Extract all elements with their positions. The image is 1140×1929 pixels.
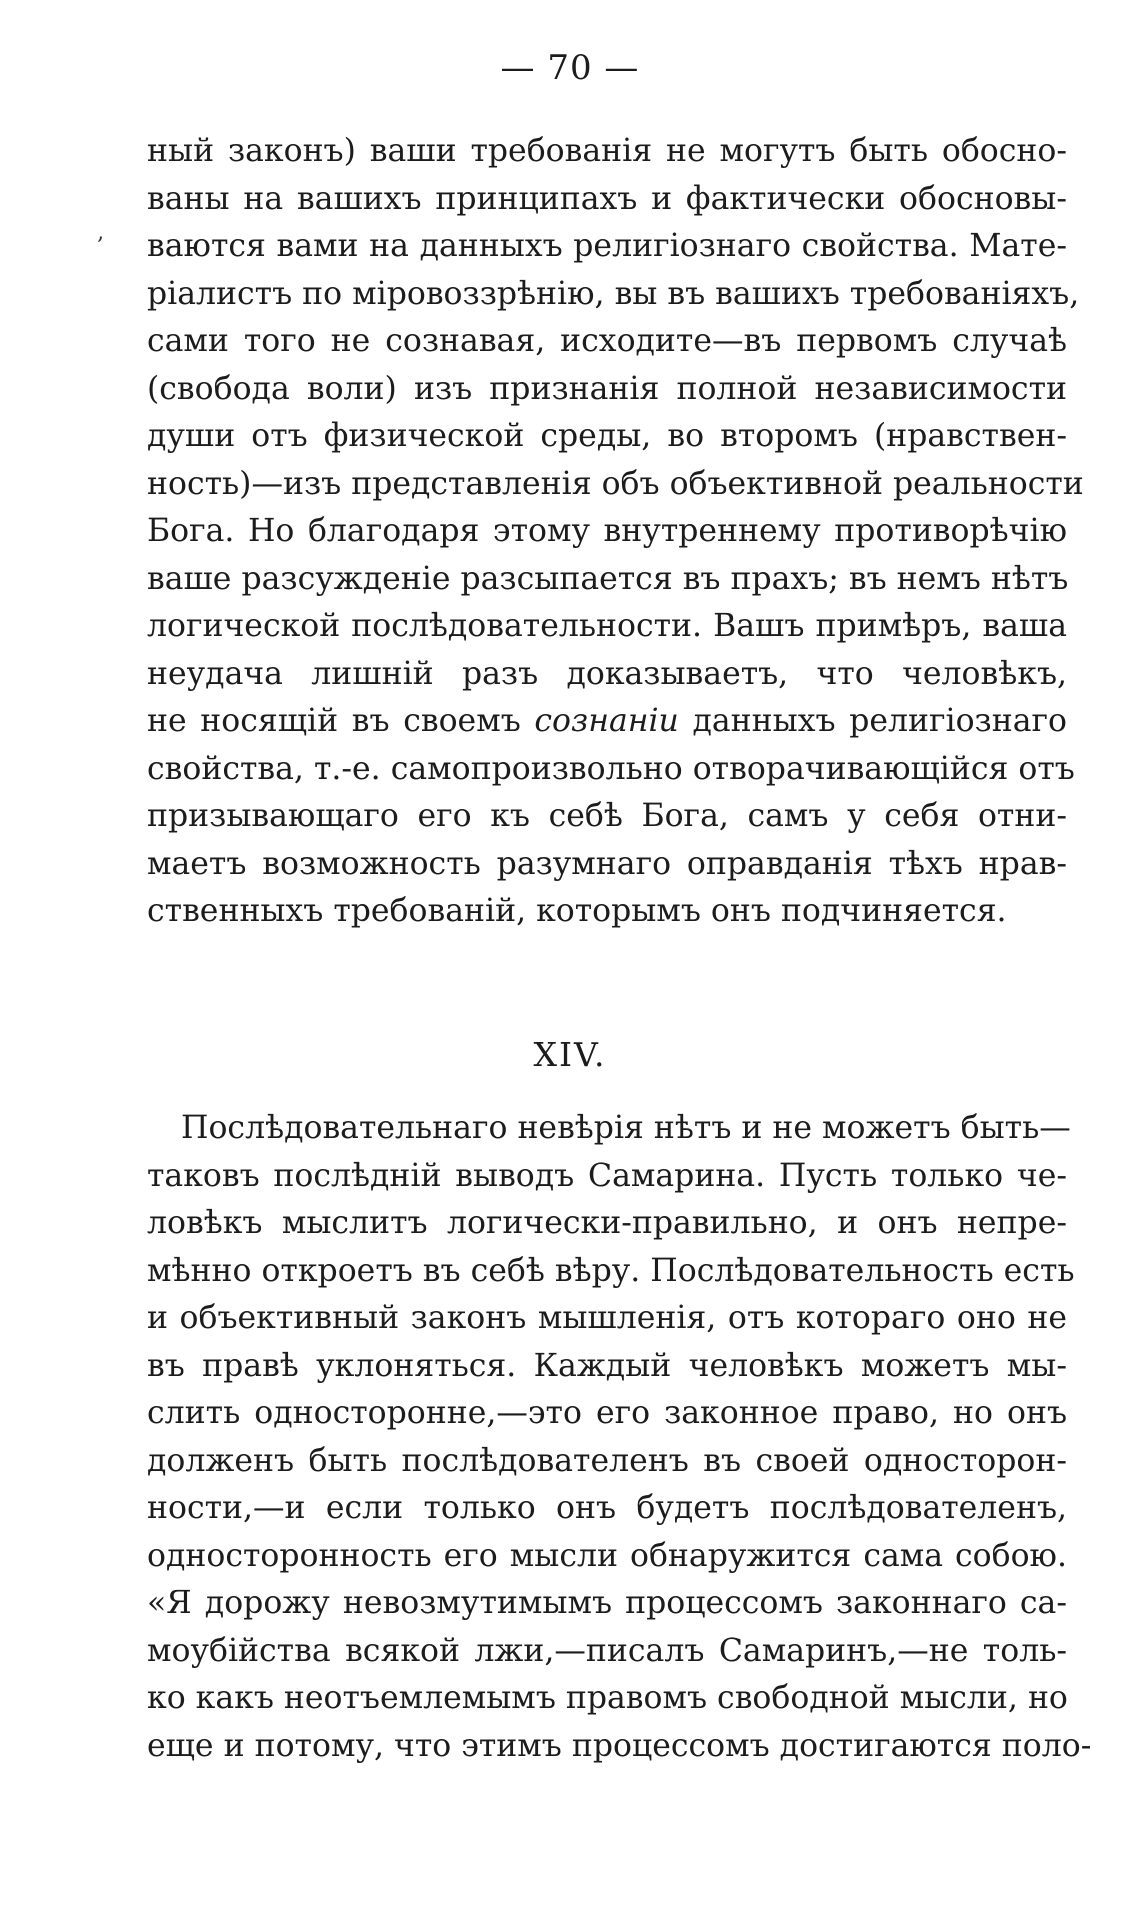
- text-line: свойства, т.-е. самопроизвольно отворачивающійся отъ: [147, 750, 1075, 787]
- text-line: ваше разсужденіе разсыпается въ прахъ; въ немъ нѣтъ: [147, 560, 1069, 597]
- text-line: ный законъ) ваши требованія не могутъ быть обосно-: [147, 133, 1067, 169]
- text-line: души отъ физической среды, во второмъ (нравствен-: [147, 418, 1067, 454]
- text-line: призывающаго его къ себѣ Бога, самъ у себя отни-: [147, 798, 1067, 834]
- text-line: сами того не сознавая, исходите—въ первомъ случаѣ: [147, 323, 1067, 359]
- paragraph-1: [147, 128, 1084, 936]
- text-line: логической послѣдовательности. Вашъ примѣръ, ваша: [147, 608, 1067, 644]
- text-line: ко какъ неотъемлемымъ правомъ свободной мысли, но: [147, 1680, 1068, 1716]
- margin-mark: ‚: [97, 220, 104, 245]
- text-line: ріалистъ по міровоззрѣнію, вы въ вашихъ требованіяхъ,: [147, 275, 1080, 312]
- paragraph-2: [147, 1105, 1092, 1770]
- section-heading: XIV.: [533, 1035, 607, 1074]
- text-line: ности,—и если только онъ будетъ послѣдователенъ,: [147, 1490, 1067, 1526]
- italic-word: сознаніи: [534, 703, 679, 739]
- text-line: моубійства всякой лжи,—писалъ Самаринъ,—не толь-: [147, 1632, 1067, 1669]
- text-line: ловѣкъ мыслитъ логически-правильно, и онъ непре-: [147, 1205, 1067, 1241]
- text-line: въ правѣ уклоняться. Каждый человѣкъ можетъ мы-: [147, 1347, 1067, 1384]
- text-line-with-italic: не носящій въ своемъ сознаніи данныхъ религіознаго: [147, 703, 1067, 739]
- text-line: ственныхъ требованій, которымъ онъ подчиняется.: [147, 893, 1007, 929]
- page-number: — 70 —: [500, 48, 640, 88]
- text-line: ваны на вашихъ принципахъ и фактически обосновы-: [147, 180, 1067, 217]
- text-line: Послѣдовательнаго невѣрія нѣтъ и не можетъ быть—: [181, 1110, 1071, 1146]
- text-line: односторонность его мысли обнаружится сама собою.: [147, 1537, 1067, 1574]
- text-line: маетъ возможность разумнаго оправданія тѣхъ нрав-: [147, 845, 1067, 882]
- text-line: Бога. Но благодаря этому внутреннему противорѣчію: [147, 513, 1067, 549]
- text-line: слить односторонне,—это его законное право, но онъ: [147, 1395, 1067, 1431]
- text-line: таковъ послѣдній выводъ Самарина. Пусть только че-: [147, 1157, 1067, 1194]
- text-line: еще и потому, что этимъ процессомъ достигаются поло-: [147, 1727, 1092, 1764]
- text-line: долженъ быть послѣдователенъ въ своей односторон-: [147, 1442, 1067, 1479]
- text-line: неудача лишній разъ доказываетъ, что человѣкъ,: [147, 655, 1067, 692]
- text-line: (свобода воли) изъ признанія полной независимости: [147, 370, 1067, 407]
- text-line: ность)—изъ представленія объ объективной реальности: [147, 465, 1084, 502]
- text-line: мѣнно откроетъ въ себѣ вѣру. Послѣдовательность есть: [147, 1252, 1075, 1289]
- text-line: «Я дорожу невозмутимымъ процессомъ законнаго са-: [147, 1585, 1067, 1621]
- text-line: ваются вами на данныхъ религіознаго свойства. Мате-: [147, 228, 1067, 264]
- text-line: и объективный законъ мышленія, отъ котораго оно не: [147, 1300, 1067, 1336]
